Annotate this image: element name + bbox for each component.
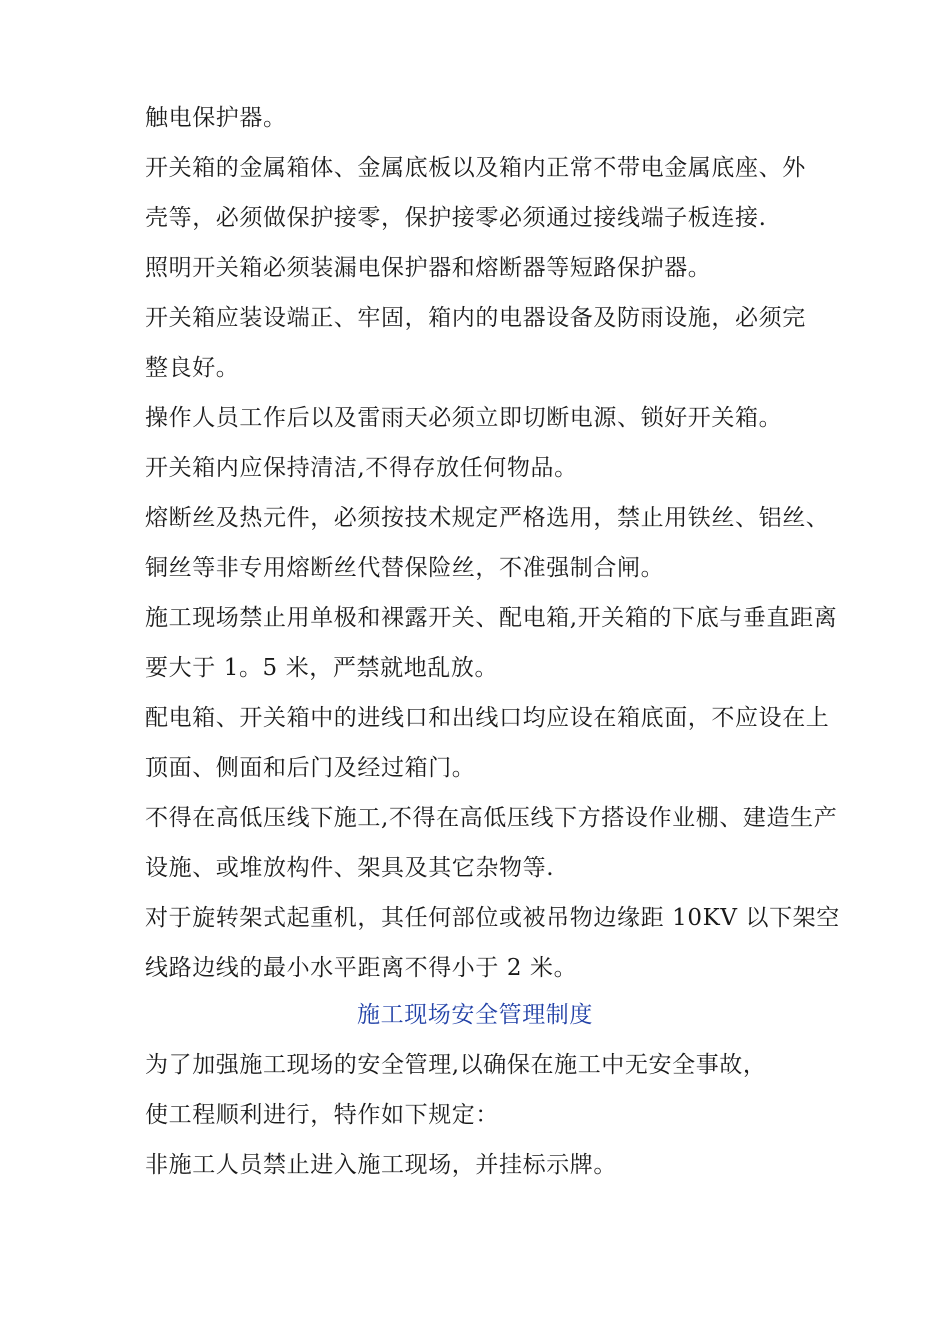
text-line: 开关箱应装设端正、牢固，箱内的电器设备及防雨设施，必须完 [145, 305, 806, 331]
text-line: 为了加强施工现场的安全管理,以确保在施工中无安全事故， [145, 1052, 767, 1078]
text-line: 整良好。 [145, 355, 240, 381]
text-line: 铜丝等非专用熔断丝代替保险丝，不准强制合闸。 [145, 555, 665, 581]
text-line: 操作人员工作后以及雷雨天必须立即切断电源、锁好开关箱。 [145, 405, 783, 431]
text-line: 非施工人员禁止进入施工现场，并挂标示牌。 [145, 1152, 617, 1178]
text-line: 配电箱、开关箱中的进线口和出线口均应设在箱底面，不应设在上 [145, 705, 830, 731]
text-line: 熔断丝及热元件，必须按技术规定严格选用，禁止用铁丝、铝丝、 [145, 505, 830, 531]
section-heading: 施工现场安全管理制度 [357, 1002, 593, 1028]
text-line: 壳等，必须做保护接零，保护接零必须通过接线端子板连接. [145, 205, 767, 231]
text-line: 不得在高低压线下施工,不得在高低压线下方搭设作业棚、建造生产 [145, 805, 838, 831]
text-line: 开关箱内应保持清洁,不得存放任何物品。 [145, 455, 578, 481]
text-line: 对于旋转架式起重机，其任何部位或被吊物边缘距 10KV 以下架空 [145, 905, 840, 931]
text-line: 要大于 1。5 米，严禁就地乱放。 [145, 655, 499, 681]
text-line: 触电保护器。 [145, 105, 287, 131]
text-line: 照明开关箱必须装漏电保护器和熔断器等短路保护器。 [145, 255, 712, 281]
text-line: 开关箱的金属箱体、金属底板以及箱内正常不带电金属底座、外 [145, 155, 806, 181]
text-line: 施工现场禁止用单极和裸露开关、配电箱,开关箱的下底与垂直距离 [145, 605, 838, 631]
text-line: 顶面、侧面和后门及经过箱门。 [145, 755, 476, 781]
text-line: 使工程顺利进行，特作如下规定： [145, 1102, 499, 1128]
text-line: 线路边线的最小水平距离不得小于 2 米。 [145, 955, 578, 981]
text-line: 设施、或堆放构件、架具及其它杂物等. [145, 855, 555, 881]
